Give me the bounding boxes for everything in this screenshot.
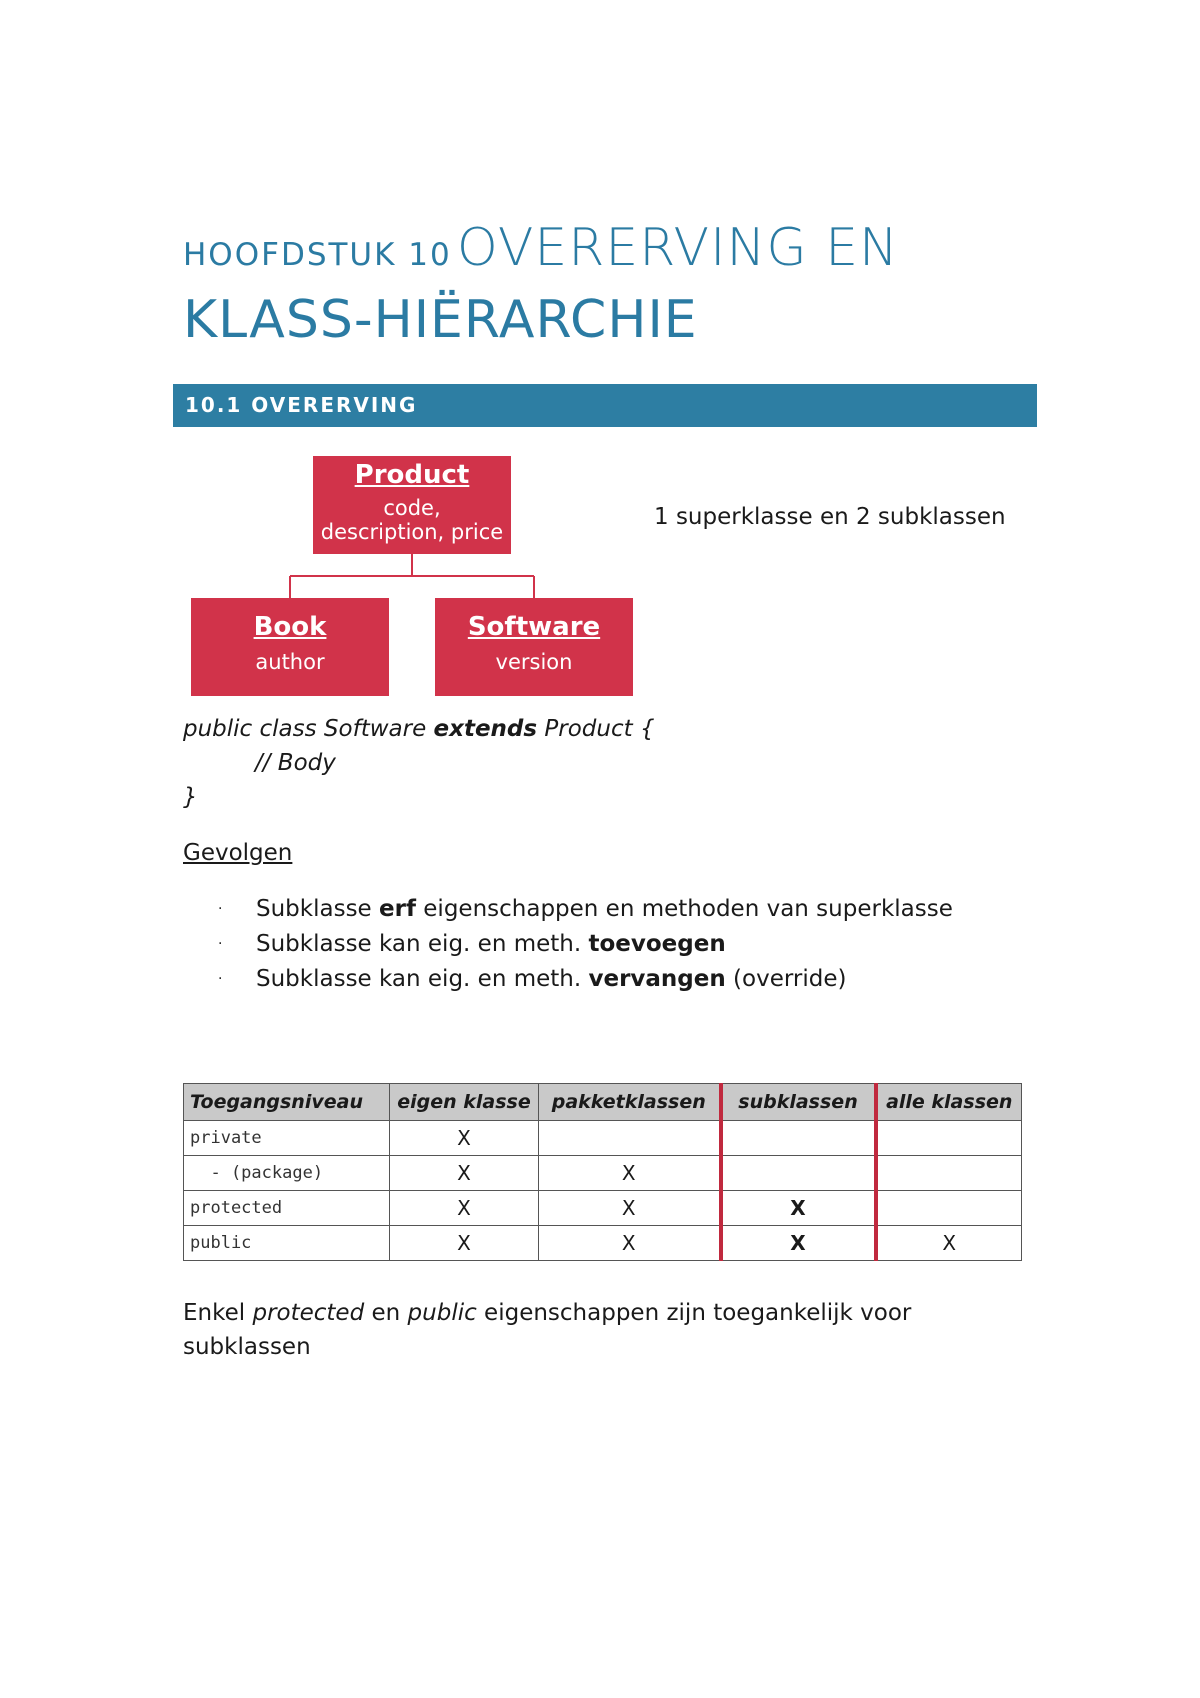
- diagram-caption: 1 superklasse en 2 subklassen: [654, 504, 1006, 530]
- list-text: Subklasse kan eig. en meth.: [256, 931, 589, 957]
- gevolgen-heading: Gevolgen: [183, 840, 293, 866]
- access-mark-cell: X: [390, 1226, 539, 1261]
- access-mark-cell: [876, 1156, 1022, 1191]
- gevolgen-list: [218, 892, 953, 997]
- chapter-prefix: HOOFDSTUK 10: [183, 237, 452, 273]
- chapter-title-line2: KLASS-HIËRARCHIE: [183, 290, 698, 350]
- code-line-3: }: [183, 784, 198, 810]
- access-level-cell: protected: [184, 1191, 390, 1226]
- subclass-box-software: [435, 598, 633, 696]
- access-mark-cell: X: [876, 1226, 1022, 1261]
- access-mark-cell: [876, 1191, 1022, 1226]
- code-text: public class Software: [183, 716, 434, 742]
- list-item: [218, 892, 953, 927]
- superclass-attr-line2: description, price: [320, 520, 504, 544]
- code-line-1: [183, 716, 655, 742]
- class-hierarchy-diagram: [190, 456, 640, 702]
- access-mark-cell: X: [390, 1156, 539, 1191]
- access-mark-cell: X: [539, 1191, 721, 1226]
- conclusion-text: Enkel: [183, 1300, 253, 1326]
- conclusion-paragraph: [183, 1296, 983, 1364]
- column-header: Toegangsniveau: [184, 1084, 390, 1121]
- column-header: pakketklassen: [539, 1084, 721, 1121]
- code-text: Product {: [537, 716, 655, 742]
- subclass-attr: version: [495, 650, 573, 674]
- table-row: [184, 1156, 1022, 1191]
- table-row: [184, 1121, 1022, 1156]
- access-level-cell: public: [184, 1226, 390, 1261]
- bullet: ·: [218, 936, 223, 952]
- access-mark-cell: [721, 1156, 876, 1191]
- access-mark-cell: [876, 1121, 1022, 1156]
- table-header-row: [184, 1084, 1022, 1121]
- access-level-cell: - (package): [184, 1156, 390, 1191]
- code-line-2: // Body: [255, 750, 336, 776]
- chapter-title-line1: [183, 218, 899, 278]
- access-mark-cell: [721, 1121, 876, 1156]
- superclass-attr-line1: code,: [383, 496, 441, 520]
- list-emphasis: erf: [379, 896, 416, 922]
- superclass-name: Product: [354, 460, 470, 490]
- access-mark-cell: X: [721, 1191, 876, 1226]
- subclass-name: Book: [253, 612, 327, 642]
- column-header: alle klassen: [876, 1084, 1022, 1121]
- conclusion-emphasis: public: [407, 1300, 477, 1326]
- access-mark-cell: X: [721, 1226, 876, 1261]
- conclusion-emphasis: protected: [252, 1300, 365, 1326]
- list-text: (override): [725, 966, 847, 992]
- list-text: Subklasse kan eig. en meth.: [256, 966, 589, 992]
- list-text: Subklasse: [256, 896, 380, 922]
- column-header: subklassen: [721, 1084, 876, 1121]
- list-emphasis: vervangen: [588, 966, 726, 992]
- list-item: [218, 927, 953, 962]
- column-header: eigen klasse: [390, 1084, 539, 1121]
- table-row: [184, 1191, 1022, 1226]
- superclass-box: [313, 456, 511, 554]
- access-level-table: [183, 1083, 1022, 1261]
- access-mark-cell: X: [539, 1156, 721, 1191]
- list-text: eigenschappen en methoden van superklasse: [415, 896, 953, 922]
- access-mark-cell: [539, 1121, 721, 1156]
- code-keyword: extends: [433, 716, 538, 742]
- conclusion-text: en: [364, 1300, 408, 1326]
- subclass-attr: author: [255, 650, 325, 674]
- subclass-name: Software: [467, 612, 601, 642]
- conclusion-text: eigenschappen zijn toegankelijk voor subklassen: [183, 1300, 912, 1360]
- access-mark-cell: X: [539, 1226, 721, 1261]
- bullet: ·: [218, 901, 223, 917]
- subclass-box-book: [191, 598, 389, 696]
- section-heading: 10.1 OVERERVING: [173, 384, 1037, 427]
- bullet: ·: [218, 971, 223, 987]
- chapter-title-main: OVERERVING EN: [456, 218, 899, 278]
- list-emphasis: toevoegen: [588, 931, 726, 957]
- access-mark-cell: X: [390, 1191, 539, 1226]
- access-level-cell: private: [184, 1121, 390, 1156]
- access-mark-cell: X: [390, 1121, 539, 1156]
- table-row: [184, 1226, 1022, 1261]
- list-item: [218, 962, 953, 997]
